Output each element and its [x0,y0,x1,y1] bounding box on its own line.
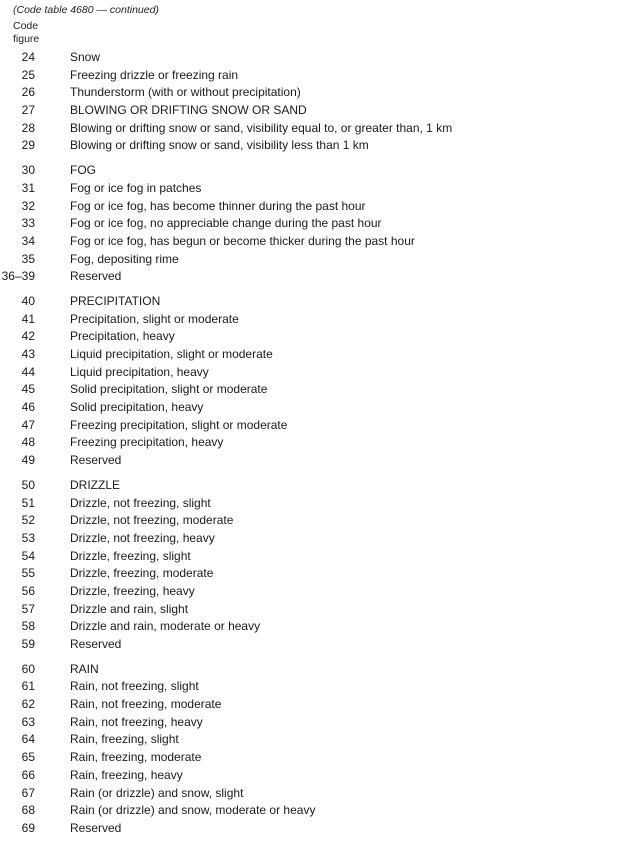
code-description: DRIZZLE [70,477,121,492]
table-row [0,678,640,696]
code-description: Rain, freezing, slight [70,732,179,747]
code-figure: 44 [21,364,35,379]
table-row [0,731,640,749]
code-figure: 60 [21,661,35,676]
code-description: Fog, depositing rime [70,251,179,266]
code-figure: 36–39 [1,269,35,284]
code-group [0,162,640,286]
code-figure: 45 [21,382,35,397]
code-figure: 30 [21,163,35,178]
code-group [0,49,640,155]
code-figure: 35 [21,251,35,266]
table-row [0,548,640,566]
code-description: Drizzle, not freezing, heavy [70,530,215,545]
code-figure: 27 [21,103,35,118]
code-description: Rain, not freezing, slight [70,679,199,694]
table-row [0,452,640,470]
code-description: Fog or ice fog, has begun or become thicker during the past hour [70,233,415,248]
code-figure: 28 [21,120,35,135]
code-figure: 68 [21,803,35,818]
code-figure: 42 [21,329,35,344]
code-description: Snow [70,50,101,64]
code-description: Rain, freezing, moderate [70,750,202,765]
code-description: Precipitation, heavy [70,329,175,344]
table-row [0,215,640,233]
code-group [0,293,640,470]
table-row [0,381,640,399]
code-description: Drizzle, not freezing, moderate [70,513,234,528]
code-description: Liquid precipitation, slight or moderate [70,347,273,361]
code-description: Drizzle and rain, moderate or heavy [70,619,261,634]
code-figure: 48 [21,435,35,450]
table-row [0,434,640,452]
code-figure: 53 [21,530,35,545]
table-row [0,661,640,679]
code-description: Precipitation, slight or moderate [70,311,239,326]
code-figure: 64 [21,732,35,747]
code-description: Thunderstorm (with or without precipitation) [70,85,301,100]
table-row [0,749,640,767]
code-figure: 63 [21,714,35,729]
code-description: Fog or ice fog, has become thinner during the past hour [70,198,366,213]
code-figure: 59 [21,637,35,651]
code-description: Rain (or drizzle) and snow, moderate or heavy [70,803,316,818]
code-description: Reserved [70,453,122,468]
code-figure: 55 [21,566,35,581]
table-row [0,565,640,583]
table-row [0,233,640,251]
table-row [0,102,640,120]
table-row [0,268,640,286]
code-figure: 41 [21,311,35,326]
code-figure: 25 [21,67,35,82]
code-table-rows [0,49,640,845]
table-row [0,67,640,85]
code-column-header [13,20,39,46]
table-row [0,530,640,548]
code-description: Rain (or drizzle) and snow, slight [70,785,244,800]
table-row [0,767,640,785]
table-caption: (Code table 4680 — continued) [13,4,159,16]
code-figure: 34 [21,233,35,248]
code-description: PRECIPITATION [70,293,161,308]
table-row [0,477,640,495]
code-figure: 26 [21,85,35,100]
table-row [0,328,640,346]
code-figure: 50 [21,477,35,492]
code-group [0,661,640,838]
code-description: Drizzle and rain, slight [70,601,189,616]
table-row [0,137,640,155]
table-row [0,84,640,102]
code-figure: 46 [21,400,35,415]
code-description: Drizzle, freezing, moderate [70,566,214,581]
code-description: Rain, freezing, heavy [70,767,183,782]
code-figure: 51 [21,495,35,510]
code-description: Freezing precipitation, slight or moderate [70,417,288,432]
table-row [0,417,640,435]
table-row [0,346,640,364]
code-description: Rain, not freezing, heavy [70,714,203,729]
table-row [0,583,640,601]
code-description: Solid precipitation, heavy [70,400,204,415]
code-figure: 66 [21,767,35,782]
code-figure: 62 [21,697,35,712]
table-row [0,399,640,417]
code-figure: 52 [21,513,35,528]
code-description: Reserved [70,637,122,651]
header-line-figure: figure [13,33,40,45]
code-group [0,477,640,654]
code-description: RAIN [70,661,99,676]
table-row [0,198,640,216]
code-description: Rain, not freezing, moderate [70,697,222,712]
code-description: Drizzle, not freezing, slight [70,495,211,510]
code-figure: 33 [21,216,35,231]
code-figure: 58 [21,619,35,634]
code-figure: 49 [21,453,35,468]
table-row [0,714,640,732]
table-row [0,495,640,513]
code-description: Solid precipitation, slight or moderate [70,382,268,397]
code-description: Liquid precipitation, heavy [70,364,209,379]
code-figure: 65 [21,750,35,765]
code-description: Fog or ice fog in patches [70,180,202,195]
table-row [0,120,640,138]
code-description: BLOWING OR DRIFTING SNOW OR SAND [70,103,307,118]
code-description: Reserved [70,820,122,835]
code-description: FOG [70,163,96,178]
header-line-code: Code [13,20,39,32]
code-description: Reserved [70,269,122,284]
table-row [0,618,640,636]
code-description: Freezing precipitation, heavy [70,435,224,450]
code-figure: 67 [21,785,35,800]
code-description: Blowing or drifting snow or sand, visibility equal to, or greater than, 1 km [70,120,453,135]
table-row [0,601,640,619]
code-description: Drizzle, freezing, heavy [70,583,195,598]
code-figure: 29 [21,138,35,153]
table-row [0,802,640,820]
code-figure: 47 [21,417,35,432]
code-figure: 31 [21,180,35,195]
code-figure: 69 [21,820,35,835]
code-figure: 56 [21,583,35,598]
table-row [0,364,640,382]
table-row [0,636,640,654]
code-description: Fog or ice fog, no appreciable change during the past hour [70,216,382,231]
table-row [0,696,640,714]
code-description: Drizzle, freezing, slight [70,548,191,563]
table-row [0,180,640,198]
table-row [0,785,640,803]
table-row [0,162,640,180]
table-row [0,49,640,67]
table-row [0,293,640,311]
code-figure: 61 [21,679,35,694]
code-description: Blowing or drifting snow or sand, visibility less than 1 km [70,138,369,153]
code-figure: 43 [21,347,35,361]
code-figure: 54 [21,548,35,563]
table-row [0,820,640,838]
table-row [0,512,640,530]
code-figure: 57 [21,601,35,616]
code-figure: 40 [21,293,35,308]
table-row [0,311,640,329]
code-description: Freezing drizzle or freezing rain [70,67,239,82]
table-row [0,251,640,269]
code-figure: 24 [21,50,35,64]
code-figure: 32 [21,198,35,213]
